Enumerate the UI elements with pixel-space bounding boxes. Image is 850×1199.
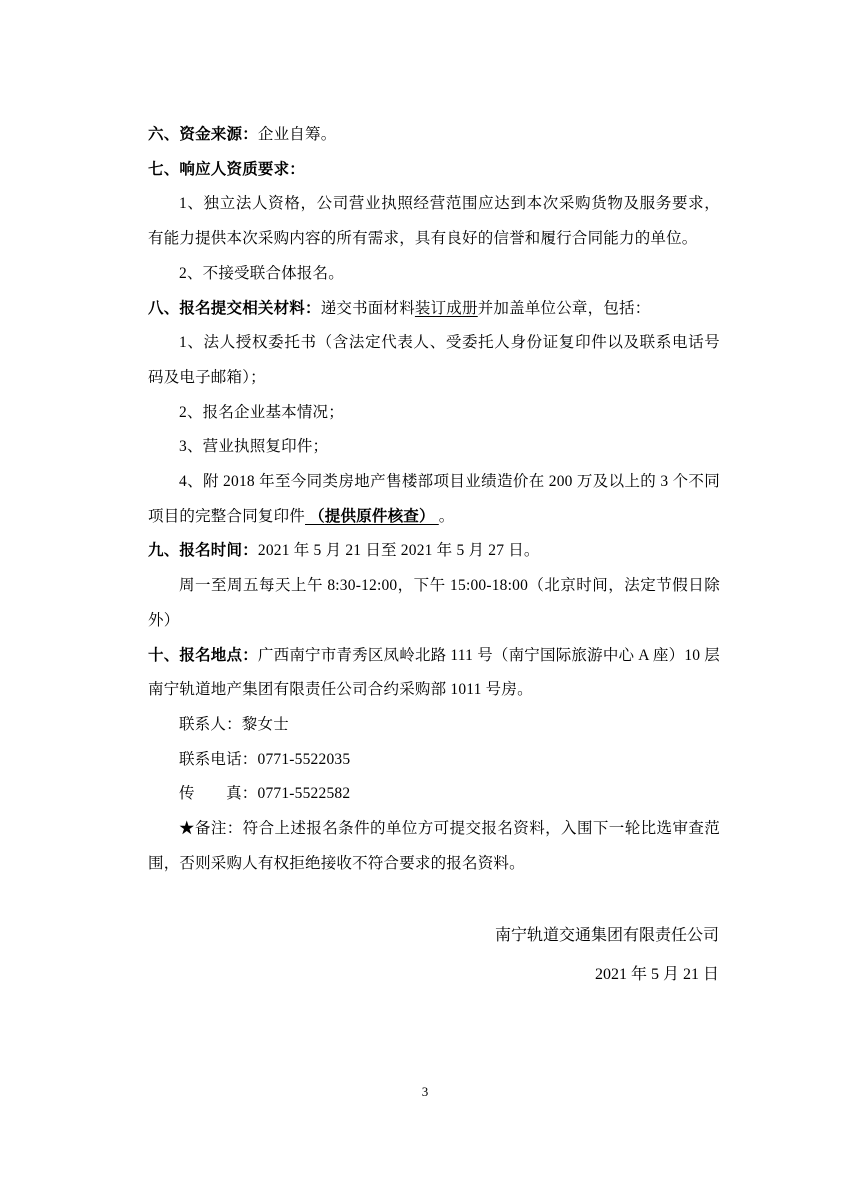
section-6-label: 六、资金来源： xyxy=(148,126,258,143)
qualification-heading-line xyxy=(148,153,720,188)
signature-date: 2021 年 5 月 21 日 xyxy=(594,965,719,983)
funding-source-line xyxy=(148,118,720,153)
section-8-label: 八、报名提交相关材料： xyxy=(148,299,321,317)
document-body xyxy=(148,118,720,881)
page-number: 3 xyxy=(421,1084,429,1099)
location-heading-line xyxy=(148,639,720,708)
section-10-label: 十、报名地点： xyxy=(148,646,258,664)
section-6-text: 企业自筹。 xyxy=(257,126,337,143)
section-8-text-tail: 并加盖单位公章，包括： xyxy=(477,299,651,317)
time-heading-line xyxy=(148,534,720,569)
item-text: 4、附 2018 年至今同类房地产售楼部项目业绩造价在 200 万及以上的 3 个不同项目的完整合同复印件 xyxy=(148,473,720,525)
item-text: 周一至周五每天上午 8:30-12:00，下午 15:00-18:00（北京时间，法定节假日除外） xyxy=(148,577,720,629)
item-text: 1、独立法人资格，公司营业执照经营范围应达到本次采购货物及服务要求，有能力提供本次采购内容的所有需求，具有良好的信誉和履行合同能力的单位。 xyxy=(148,195,720,248)
qualification-item-1 xyxy=(148,187,720,256)
underlined-binding-text: 装订成册 xyxy=(414,299,478,317)
section-9-label: 九、报名时间： xyxy=(148,542,258,560)
item-text: 2、不接受联合体报名。 xyxy=(179,264,344,282)
item-text-tail: 。 xyxy=(438,507,455,525)
materials-item-3 xyxy=(148,430,720,465)
contact-phone-line xyxy=(148,743,720,778)
item-text: 1、法人授权委托书（含法定代表人、受委托人身份证复印件以及联系电话号码及电子邮箱）； xyxy=(148,334,720,386)
original-verification-note: （提供原件核查） xyxy=(305,507,439,525)
contact-fax-line xyxy=(148,777,720,812)
section-9-text: 2021 年 5 月 21 日至 2021 年 5 月 27 日。 xyxy=(257,542,540,560)
signature-block xyxy=(495,917,719,994)
section-10-text: 广西南宁市青秀区凤岭北路 111 号（南宁国际旅游中心 A 座）10 层南宁轨道地产集团有限责任公司合约采购部 1011 号房。 xyxy=(148,646,720,699)
remark-line xyxy=(148,812,720,881)
materials-item-4 xyxy=(148,465,720,534)
item-text: 2、报名企业基本情况； xyxy=(179,403,344,421)
contact-person-line xyxy=(148,708,720,743)
time-detail-line xyxy=(148,569,720,638)
signature-company: 南宁轨道交通集团有限责任公司 xyxy=(494,927,719,944)
item-text: 3、营业执照复印件； xyxy=(179,438,329,456)
contact-person-text: 联系人：黎女士 xyxy=(179,715,289,733)
materials-heading-line xyxy=(148,292,720,327)
contact-fax-text: 传 真：0771-5522582 xyxy=(179,785,351,803)
materials-item-1 xyxy=(148,326,720,395)
materials-item-2 xyxy=(148,396,720,431)
section-7-label: 七、响应人资质要求： xyxy=(148,160,306,178)
contact-phone-text: 联系电话：0771-5522035 xyxy=(179,750,351,768)
qualification-item-2 xyxy=(148,257,720,292)
remark-text: ★备注：符合上述报名条件的单位方可提交报名资料，入围下一轮比选审查范围，否则采购人有权拒绝接收不符合要求的报名资料。 xyxy=(148,820,720,872)
section-8-text: 递交书面材料 xyxy=(320,299,415,317)
